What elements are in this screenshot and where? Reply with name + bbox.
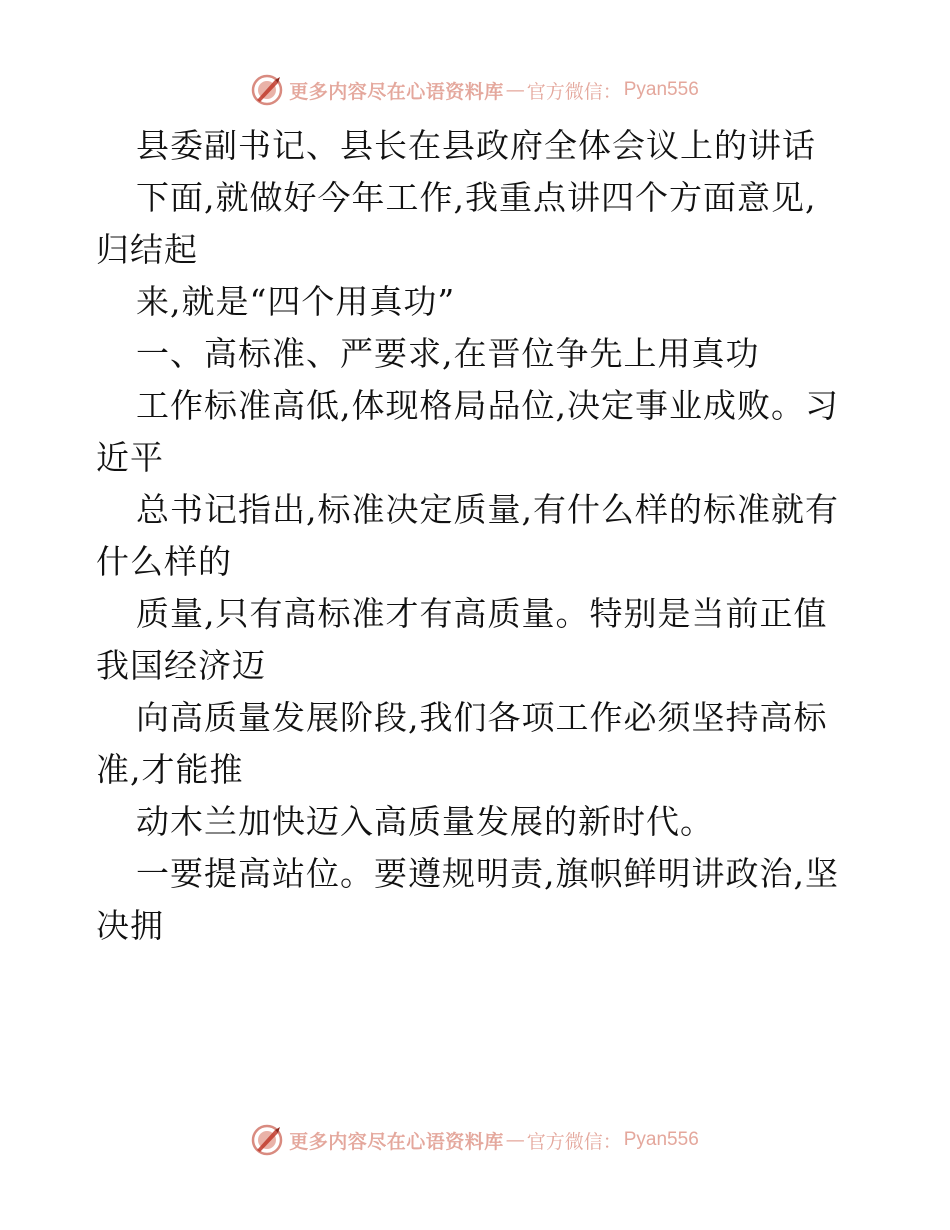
paragraph-line: 工作标准高低,体现格局品位,决定事业成败。习 <box>136 386 839 425</box>
paragraph-line: 质量,只有高标准才有高质量。特别是当前正值 <box>136 594 828 633</box>
paragraph-line: 准,才能推 <box>96 750 244 789</box>
paragraph-line: 向高质量发展阶段,我们各项工作必须坚持高标 <box>136 698 828 737</box>
footer-dash: — <box>505 1129 525 1151</box>
footer-wechat-id: Pyan556 <box>623 1129 699 1150</box>
header-wechat-label: 官方微信： <box>526 80 622 103</box>
paragraph-line: 总书记指出,标准决定质量,有什么样的标准就有 <box>136 490 839 529</box>
footer-banner <box>0 1120 950 1160</box>
paragraph-line: 归结起 <box>96 230 198 269</box>
header-banner <box>0 70 950 110</box>
header-dash: — <box>505 79 525 101</box>
footer-promo-text: 更多内容尽在心语资料库 <box>289 1130 504 1153</box>
paragraph-line: 来,就是“四个用真功” <box>136 282 456 321</box>
paragraph-line: 一要提高站位。要遵规明责,旗帜鲜明讲政治,坚 <box>136 854 839 893</box>
paragraph-line: 我国经济迈 <box>96 646 266 685</box>
paragraph-line: 决拥 <box>96 906 164 945</box>
paragraph-line: 下面,就做好今年工作,我重点讲四个方面意见, <box>136 178 817 217</box>
document-title: 县委副书记、县长在县政府全体会议上的讲话 <box>136 126 816 165</box>
document-body <box>96 120 866 952</box>
quill-seal-icon <box>251 74 283 106</box>
section-heading: 一、高标准、严要求,在晋位争先上用真功 <box>136 334 760 373</box>
quill-seal-icon <box>251 1124 283 1156</box>
paragraph-line: 动木兰加快迈入高质量发展的新时代。 <box>136 802 714 841</box>
paragraph-line: 什么样的 <box>96 542 232 581</box>
header-promo-text: 更多内容尽在心语资料库 <box>289 80 504 103</box>
header-wechat-id: Pyan556 <box>623 79 699 100</box>
paragraph-line: 近平 <box>96 438 164 477</box>
footer-wechat-label: 官方微信： <box>526 1130 622 1153</box>
